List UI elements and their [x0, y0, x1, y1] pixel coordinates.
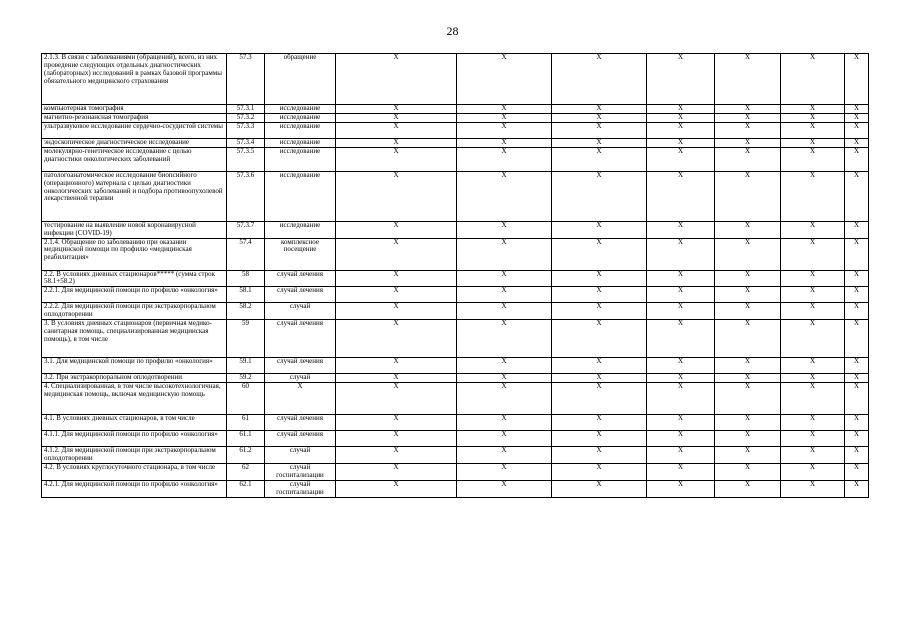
- value-cell: X: [457, 105, 552, 114]
- row-name-cell: компьютерная томография: [42, 105, 227, 114]
- value-cell: X: [845, 113, 869, 122]
- value-cell: X: [336, 463, 457, 480]
- value-cell: X: [845, 463, 869, 480]
- row-unit-cell: исследование: [265, 221, 336, 238]
- row-unit-cell: исследование: [265, 147, 336, 171]
- table-row: [42, 238, 869, 270]
- value-cell: X: [781, 431, 845, 447]
- value-cell: X: [781, 54, 845, 105]
- value-cell: X: [781, 287, 845, 303]
- table-row: [42, 54, 869, 105]
- row-name-cell: 4.2. В условиях круглосуточного стационара, в том числе: [42, 463, 227, 480]
- row-unit-cell: случай лечения: [265, 358, 336, 374]
- value-cell: X: [336, 303, 457, 320]
- value-cell: X: [715, 447, 781, 464]
- value-cell: X: [552, 447, 647, 464]
- value-cell: X: [845, 122, 869, 138]
- row-code-cell: 57.3.3: [227, 122, 265, 138]
- row-code-cell: 57.3.1: [227, 105, 265, 114]
- row-unit-cell: комплексное посещение: [265, 238, 336, 270]
- value-cell: X: [457, 287, 552, 303]
- row-code-cell: 58: [227, 270, 265, 287]
- value-cell: X: [552, 105, 647, 114]
- value-cell: X: [845, 287, 869, 303]
- row-name-cell: 4.2.1. Для медицинской помощи по профилю «онкология»: [42, 480, 227, 497]
- table-row: [42, 171, 869, 221]
- value-cell: X: [552, 54, 647, 105]
- value-cell: X: [552, 147, 647, 171]
- value-cell: X: [715, 383, 781, 415]
- value-cell: X: [647, 238, 715, 270]
- value-cell: X: [336, 415, 457, 431]
- row-unit-cell: исследование: [265, 105, 336, 114]
- value-cell: X: [457, 374, 552, 383]
- value-cell: X: [781, 415, 845, 431]
- value-cell: X: [457, 463, 552, 480]
- row-code-cell: 57.3.2: [227, 113, 265, 122]
- table-row: [42, 221, 869, 238]
- row-code-cell: 57.3.5: [227, 147, 265, 171]
- row-code-cell: 62: [227, 463, 265, 480]
- row-code-cell: 57.3: [227, 54, 265, 105]
- table-row: [42, 463, 869, 480]
- table-row: [42, 105, 869, 114]
- value-cell: X: [715, 358, 781, 374]
- value-cell: X: [781, 463, 845, 480]
- table-row: [42, 383, 869, 415]
- value-cell: X: [457, 270, 552, 287]
- row-code-cell: 61.1: [227, 431, 265, 447]
- value-cell: X: [552, 415, 647, 431]
- value-cell: X: [457, 147, 552, 171]
- value-cell: X: [647, 447, 715, 464]
- row-unit-cell: случай лечения: [265, 431, 336, 447]
- value-cell: X: [715, 113, 781, 122]
- value-cell: X: [552, 320, 647, 358]
- value-cell: X: [781, 171, 845, 221]
- value-cell: X: [781, 480, 845, 497]
- value-cell: X: [647, 270, 715, 287]
- value-cell: X: [845, 383, 869, 415]
- row-unit-cell: случай лечения: [265, 320, 336, 358]
- value-cell: X: [336, 480, 457, 497]
- row-name-cell: 4.1.2. Для медицинской помощи при экстракорпоральном оплодотворении: [42, 447, 227, 464]
- row-unit-cell: исследование: [265, 113, 336, 122]
- value-cell: X: [715, 320, 781, 358]
- value-cell: X: [457, 480, 552, 497]
- table-row: [42, 447, 869, 464]
- row-unit-cell: случай госпитализации: [265, 463, 336, 480]
- row-unit-cell: случай: [265, 374, 336, 383]
- value-cell: X: [647, 303, 715, 320]
- value-cell: X: [552, 303, 647, 320]
- value-cell: X: [457, 303, 552, 320]
- value-cell: X: [336, 113, 457, 122]
- table-row: [42, 287, 869, 303]
- value-cell: X: [336, 122, 457, 138]
- value-cell: X: [647, 138, 715, 147]
- table-row: [42, 303, 869, 320]
- row-unit-cell: случай лечения: [265, 287, 336, 303]
- row-code-cell: 57.3.7: [227, 221, 265, 238]
- table-row: [42, 374, 869, 383]
- value-cell: X: [845, 270, 869, 287]
- value-cell: X: [715, 138, 781, 147]
- value-cell: X: [457, 358, 552, 374]
- value-cell: X: [845, 358, 869, 374]
- value-cell: X: [715, 221, 781, 238]
- value-cell: X: [336, 374, 457, 383]
- value-cell: X: [715, 238, 781, 270]
- value-cell: X: [845, 320, 869, 358]
- row-name-cell: 2.2.1. Для медицинской помощи по профилю «онкология»: [42, 287, 227, 303]
- value-cell: X: [336, 287, 457, 303]
- value-cell: X: [457, 447, 552, 464]
- value-cell: X: [552, 358, 647, 374]
- row-name-cell: 4. Специализированная, в том числе высокотехнологичная, медицинская помощь, включая медицинскую помощь: [42, 383, 227, 415]
- value-cell: X: [457, 415, 552, 431]
- value-cell: X: [647, 358, 715, 374]
- value-cell: X: [647, 122, 715, 138]
- table-body: [42, 54, 869, 498]
- value-cell: X: [457, 122, 552, 138]
- table-row: [42, 415, 869, 431]
- value-cell: X: [647, 415, 715, 431]
- value-cell: X: [845, 54, 869, 105]
- table-row: [42, 358, 869, 374]
- value-cell: X: [457, 171, 552, 221]
- value-cell: X: [781, 270, 845, 287]
- value-cell: X: [336, 105, 457, 114]
- page-number: 28: [446, 24, 459, 38]
- table-row: [42, 113, 869, 122]
- value-cell: X: [715, 171, 781, 221]
- value-cell: X: [781, 320, 845, 358]
- value-cell: X: [647, 287, 715, 303]
- row-code-cell: 57.3.6: [227, 171, 265, 221]
- value-cell: X: [781, 147, 845, 171]
- value-cell: X: [336, 238, 457, 270]
- value-cell: X: [336, 320, 457, 358]
- value-cell: X: [336, 171, 457, 221]
- row-name-cell: эндоскопическое диагностическое исследование: [42, 138, 227, 147]
- value-cell: X: [336, 221, 457, 238]
- value-cell: X: [845, 171, 869, 221]
- row-code-cell: 62.1: [227, 480, 265, 497]
- table-row: [42, 320, 869, 358]
- table-row: [42, 270, 869, 287]
- value-cell: X: [647, 383, 715, 415]
- row-name-cell: 2.1.3. В связи с заболеваниями (обращений), всего, из них проведение следующих отдельных диагностических (лабораторных) исследований в рамках базовой программы обязательного медицинского страхования: [42, 54, 227, 105]
- value-cell: X: [647, 171, 715, 221]
- row-unit-cell: исследование: [265, 122, 336, 138]
- value-cell: X: [336, 270, 457, 287]
- value-cell: X: [845, 238, 869, 270]
- row-name-cell: 4.1. В условиях дневных стационаров, в том числе: [42, 415, 227, 431]
- value-cell: X: [845, 221, 869, 238]
- value-cell: X: [457, 113, 552, 122]
- value-cell: X: [845, 105, 869, 114]
- row-name-cell: 4.1.1. Для медицинской помощи по профилю «онкология»: [42, 431, 227, 447]
- value-cell: X: [647, 221, 715, 238]
- row-name-cell: 2.1.4. Обращение по заболеванию при оказании медицинской помощи по профилю «медицинская реабилитация»: [42, 238, 227, 270]
- value-cell: X: [336, 138, 457, 147]
- value-cell: X: [715, 303, 781, 320]
- value-cell: X: [336, 54, 457, 105]
- value-cell: X: [552, 287, 647, 303]
- value-cell: X: [781, 138, 845, 147]
- row-name-cell: 3.1. Для медицинской помощи по профилю «онкология»: [42, 358, 227, 374]
- value-cell: X: [457, 383, 552, 415]
- data-table: [41, 53, 869, 498]
- value-cell: X: [715, 463, 781, 480]
- table-row: [42, 480, 869, 497]
- row-code-cell: 58.1: [227, 287, 265, 303]
- table-row: [42, 431, 869, 447]
- value-cell: X: [336, 358, 457, 374]
- row-unit-cell: случай лечения: [265, 415, 336, 431]
- row-unit-cell: случай: [265, 447, 336, 464]
- value-cell: X: [845, 415, 869, 431]
- row-unit-cell: исследование: [265, 138, 336, 147]
- row-unit-cell: случай госпитализации: [265, 480, 336, 497]
- value-cell: X: [715, 374, 781, 383]
- value-cell: X: [781, 447, 845, 464]
- row-name-cell: магнитно-резонансная томография: [42, 113, 227, 122]
- value-cell: X: [336, 383, 457, 415]
- value-cell: X: [715, 287, 781, 303]
- value-cell: X: [781, 105, 845, 114]
- value-cell: X: [845, 480, 869, 497]
- table-row: [42, 138, 869, 147]
- value-cell: X: [781, 113, 845, 122]
- value-cell: X: [647, 54, 715, 105]
- value-cell: X: [552, 221, 647, 238]
- row-code-cell: 59.1: [227, 358, 265, 374]
- value-cell: X: [715, 480, 781, 497]
- value-cell: X: [845, 147, 869, 171]
- value-cell: X: [715, 415, 781, 431]
- row-unit-cell: случай лечения: [265, 270, 336, 287]
- row-code-cell: 57.4: [227, 238, 265, 270]
- row-code-cell: 61: [227, 415, 265, 431]
- value-cell: X: [336, 147, 457, 171]
- value-cell: X: [552, 113, 647, 122]
- value-cell: X: [647, 147, 715, 171]
- value-cell: X: [715, 54, 781, 105]
- value-cell: X: [552, 122, 647, 138]
- value-cell: X: [457, 320, 552, 358]
- value-cell: X: [845, 138, 869, 147]
- value-cell: X: [715, 122, 781, 138]
- value-cell: X: [715, 105, 781, 114]
- value-cell: X: [552, 431, 647, 447]
- value-cell: X: [845, 374, 869, 383]
- row-unit-cell: исследование: [265, 171, 336, 221]
- value-cell: X: [781, 374, 845, 383]
- row-name-cell: молекулярно-генетическое исследование с целью диагностики онкологических заболеваний: [42, 147, 227, 171]
- row-code-cell: 57.3.4: [227, 138, 265, 147]
- row-name-cell: 2.2.2. Для медицинской помощи при экстракорпоральном оплодотворении: [42, 303, 227, 320]
- value-cell: X: [552, 270, 647, 287]
- value-cell: X: [647, 463, 715, 480]
- value-cell: X: [457, 54, 552, 105]
- value-cell: X: [552, 374, 647, 383]
- value-cell: X: [647, 374, 715, 383]
- row-code-cell: 58.2: [227, 303, 265, 320]
- value-cell: X: [647, 320, 715, 358]
- row-name-cell: патологоанатомическое исследование биопсийного (операционного) материала с целью диагностики онкологических заболеваний и подбора противоопухолевой лекарственной терапии: [42, 171, 227, 221]
- row-name-cell: ультразвуковое исследование сердечно-сосудистой системы: [42, 122, 227, 138]
- value-cell: X: [781, 238, 845, 270]
- row-name-cell: 3. В условиях дневных стационаров (первичная медико-санитарная помощь, специализированная медицинская помощь), в том числе: [42, 320, 227, 358]
- value-cell: X: [336, 431, 457, 447]
- value-cell: X: [845, 447, 869, 464]
- table-row: [42, 122, 869, 138]
- value-cell: X: [715, 147, 781, 171]
- value-cell: X: [552, 480, 647, 497]
- value-cell: X: [457, 431, 552, 447]
- row-unit-cell: случай: [265, 303, 336, 320]
- value-cell: X: [552, 238, 647, 270]
- value-cell: X: [552, 383, 647, 415]
- value-cell: X: [552, 138, 647, 147]
- value-cell: X: [457, 238, 552, 270]
- value-cell: X: [552, 463, 647, 480]
- row-unit-cell: обращение: [265, 54, 336, 105]
- value-cell: X: [781, 358, 845, 374]
- row-code-cell: 60: [227, 383, 265, 415]
- value-cell: X: [781, 303, 845, 320]
- row-name-cell: 3.2. При экстракорпоральном оплодотворении: [42, 374, 227, 383]
- value-cell: X: [647, 113, 715, 122]
- value-cell: X: [647, 105, 715, 114]
- value-cell: X: [845, 431, 869, 447]
- row-unit-cell: X: [265, 383, 336, 415]
- value-cell: X: [715, 270, 781, 287]
- value-cell: X: [781, 221, 845, 238]
- row-code-cell: 59.2: [227, 374, 265, 383]
- value-cell: X: [781, 383, 845, 415]
- value-cell: X: [336, 447, 457, 464]
- row-code-cell: 61.2: [227, 447, 265, 464]
- value-cell: X: [647, 480, 715, 497]
- value-cell: X: [552, 171, 647, 221]
- row-name-cell: 2.2. В условиях дневных стационаров***** (сумма строк 58.1+58.2): [42, 270, 227, 287]
- value-cell: X: [781, 122, 845, 138]
- row-code-cell: 59: [227, 320, 265, 358]
- value-cell: X: [845, 303, 869, 320]
- value-cell: X: [647, 431, 715, 447]
- value-cell: X: [457, 138, 552, 147]
- table-row: [42, 147, 869, 171]
- value-cell: X: [457, 221, 552, 238]
- value-cell: X: [715, 431, 781, 447]
- row-name-cell: тестирование на выявление новой коронавирусной инфекции (COVID-19): [42, 221, 227, 238]
